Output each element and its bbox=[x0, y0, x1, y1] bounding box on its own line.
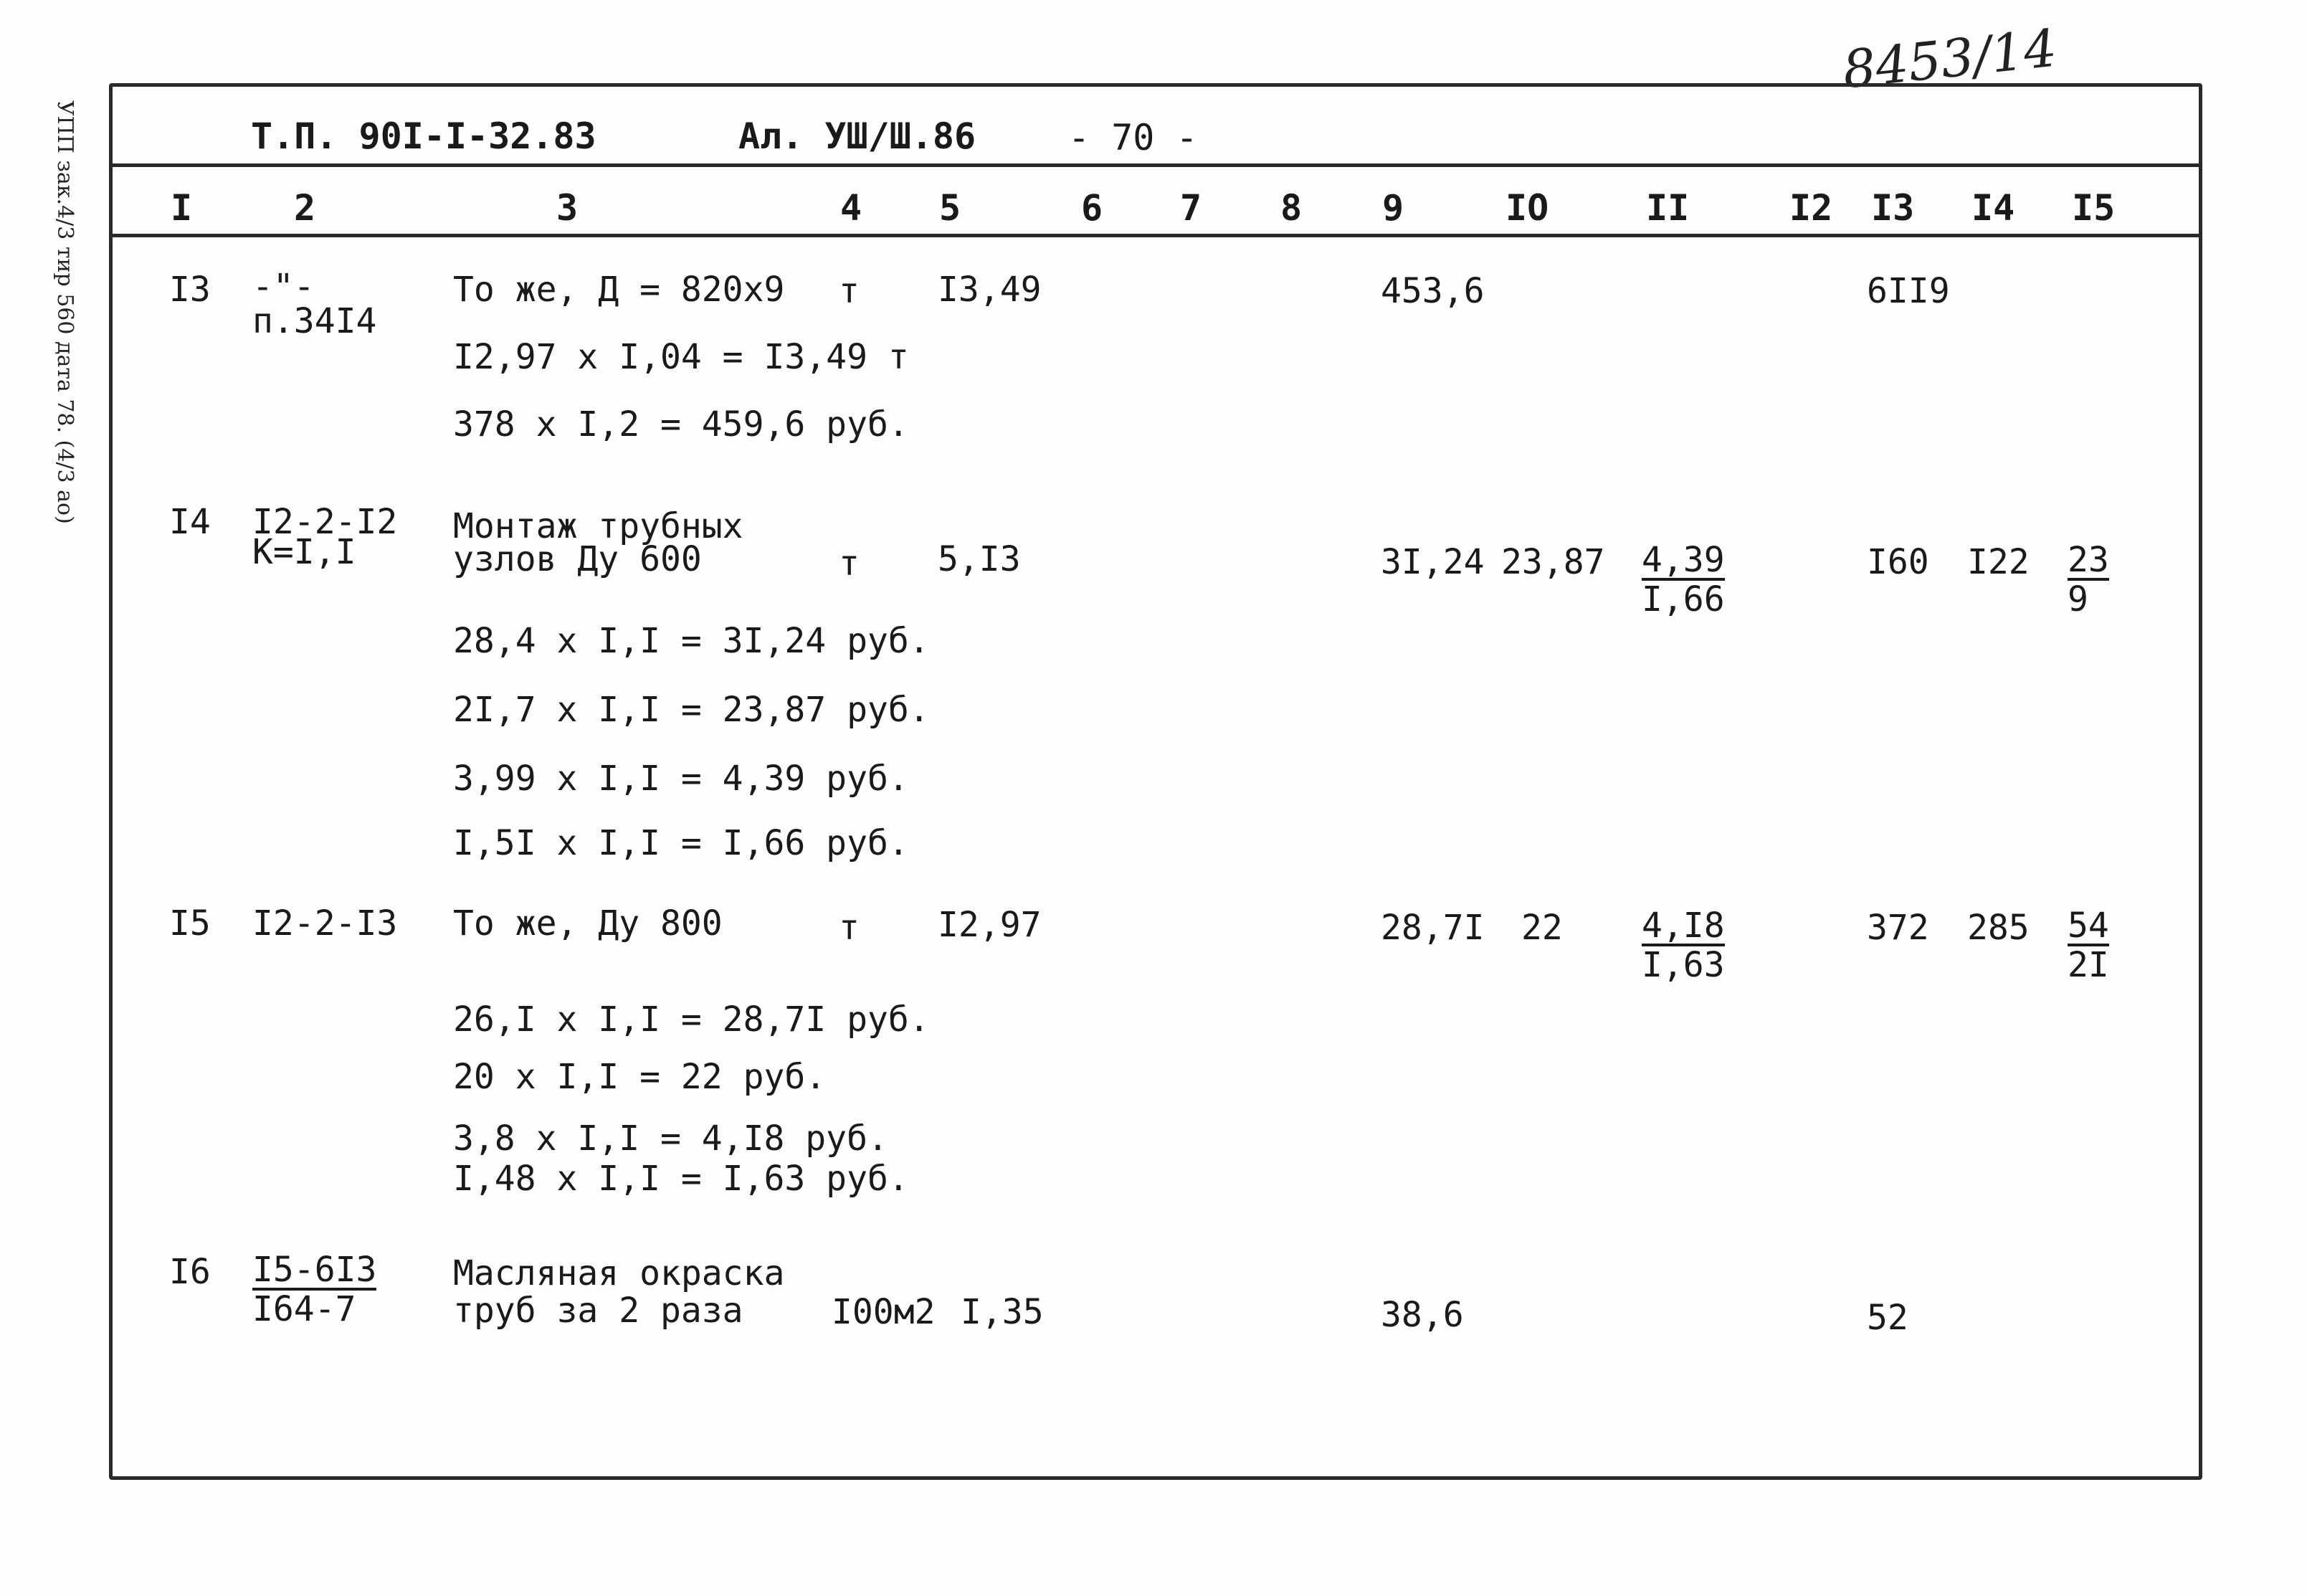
row-13-code: -"- bbox=[252, 267, 315, 307]
row-16-col9: 38,6 bbox=[1381, 1295, 1464, 1335]
row-13-code-ref: п.34I4 bbox=[252, 301, 377, 341]
row-15-col11-denominator: I,63 bbox=[1642, 945, 1725, 985]
row-14-col9: 3I,24 bbox=[1381, 542, 1485, 582]
row-16-code bbox=[252, 1252, 376, 1328]
header-divider bbox=[109, 163, 2202, 167]
col-header-11: II bbox=[1646, 187, 1690, 229]
row-14-description-1: Монтаж трубных bbox=[453, 506, 743, 546]
row-15-col15-numerator: 54 bbox=[2068, 906, 2109, 946]
row-15-calc-1: 26,I х I,I = 28,7I руб. bbox=[453, 999, 930, 1040]
row-13-quantity: I3,49 bbox=[938, 270, 1042, 310]
row-15-calc-2: 20 х I,I = 22 руб. bbox=[453, 1057, 827, 1097]
album-number: Ал. УШ/Ш.86 bbox=[738, 115, 976, 157]
row-16-number: I6 bbox=[169, 1252, 211, 1292]
col-header-15: I5 bbox=[2072, 187, 2116, 229]
row-16-code-numerator: I5-6I3 bbox=[252, 1250, 377, 1290]
row-13-number: I3 bbox=[169, 270, 211, 310]
row-14-code: I2-2-I2 bbox=[252, 502, 398, 542]
col-header-1: I bbox=[171, 187, 193, 229]
col-header-4: 4 bbox=[840, 187, 862, 229]
row-15-col10: 22 bbox=[1521, 908, 1563, 948]
col-header-9: 9 bbox=[1382, 187, 1404, 229]
margin-note bbox=[44, 100, 87, 617]
row-15-col9: 28,7I bbox=[1381, 908, 1485, 948]
column-header-divider bbox=[109, 234, 2202, 237]
row-16-col13: 52 bbox=[1867, 1298, 1908, 1338]
row-14-col11-numerator: 4,39 bbox=[1642, 540, 1725, 580]
col-header-8: 8 bbox=[1280, 187, 1303, 229]
row-14-col15-denominator: 9 bbox=[2068, 579, 2088, 619]
row-14-col15 bbox=[2068, 542, 2109, 618]
col-header-3: 3 bbox=[556, 187, 579, 229]
row-14-col11-denominator: I,66 bbox=[1642, 579, 1725, 619]
row-14-calc-3: 3,99 х I,I = 4,39 руб. bbox=[453, 759, 909, 799]
row-15-col11-numerator: 4,I8 bbox=[1642, 906, 1725, 946]
row-13-col13: 6II9 bbox=[1867, 271, 1950, 311]
row-14-calc-2: 2I,7 х I,I = 23,87 руб. bbox=[453, 690, 930, 730]
margin-note-text: УПП зак.4/3 тир 560 дата 78. (4/3 ао) bbox=[52, 100, 77, 524]
row-16-description-2: труб за 2 раза bbox=[453, 1291, 743, 1331]
row-14-col14: I22 bbox=[1967, 542, 2030, 582]
row-15-quantity: I2,97 bbox=[938, 905, 1042, 945]
row-15-description: То же, Ду 800 bbox=[453, 903, 723, 944]
col-header-13: I3 bbox=[1871, 187, 1915, 229]
col-header-14: I4 bbox=[1971, 187, 2015, 229]
row-13-calc-1: I2,97 х I,04 = I3,49 т bbox=[453, 337, 909, 377]
row-14-calc-4: I,5I х I,I = I,66 руб. bbox=[453, 823, 909, 863]
col-header-7: 7 bbox=[1180, 187, 1202, 229]
row-16-description-1: Масляная окраска bbox=[453, 1253, 785, 1293]
row-14-calc-1: 28,4 х I,I = 3I,24 руб. bbox=[453, 621, 930, 661]
row-15-code: I2-2-I3 bbox=[252, 903, 398, 944]
row-14-coefficient: К=I,I bbox=[252, 532, 356, 572]
row-14-col10: 23,87 bbox=[1501, 542, 1605, 582]
row-13-calc-2: 378 х I,2 = 459,6 руб. bbox=[453, 404, 909, 445]
col-header-10: IO bbox=[1506, 187, 1549, 229]
row-16-unit: I00м2 bbox=[832, 1292, 936, 1332]
row-14-unit: т bbox=[839, 543, 860, 584]
row-15-number: I5 bbox=[169, 903, 211, 944]
row-13-description: То же, Д = 820х9 bbox=[453, 270, 785, 310]
row-16-quantity: I,35 bbox=[961, 1292, 1044, 1332]
col-header-6: 6 bbox=[1081, 187, 1103, 229]
row-15-col14: 285 bbox=[1967, 908, 2030, 948]
row-15-col15-denominator: 2I bbox=[2068, 945, 2109, 985]
row-15-unit: т bbox=[839, 908, 860, 948]
row-13-col9: 453,6 bbox=[1381, 271, 1485, 311]
row-14-description-2: узлов Ду 600 bbox=[453, 539, 702, 579]
tp-number: Т.П. 90I-I-32.83 bbox=[251, 115, 596, 157]
row-15-calc-4: I,48 х I,I = I,63 руб. bbox=[453, 1159, 909, 1199]
col-header-5: 5 bbox=[939, 187, 961, 229]
row-14-col11 bbox=[1642, 542, 1725, 618]
row-15-col15 bbox=[2068, 908, 2109, 984]
row-14-col13: I60 bbox=[1867, 542, 1929, 582]
row-15-calc-3: 3,8 х I,I = 4,I8 руб. bbox=[453, 1118, 888, 1159]
row-14-quantity: 5,I3 bbox=[938, 539, 1021, 579]
col-header-12: I2 bbox=[1789, 187, 1833, 229]
row-13-unit: т bbox=[839, 271, 860, 311]
row-15-col13: 372 bbox=[1867, 908, 1929, 948]
row-16-code-denominator: I64-7 bbox=[252, 1289, 356, 1329]
col-header-2: 2 bbox=[294, 187, 316, 229]
page-number: - 70 - bbox=[1068, 117, 1198, 158]
row-14-col15-numerator: 23 bbox=[2068, 540, 2109, 580]
handwritten-number: 8453/14 bbox=[1840, 17, 2060, 100]
row-15-col11 bbox=[1642, 908, 1725, 984]
row-14-number: I4 bbox=[169, 502, 211, 542]
